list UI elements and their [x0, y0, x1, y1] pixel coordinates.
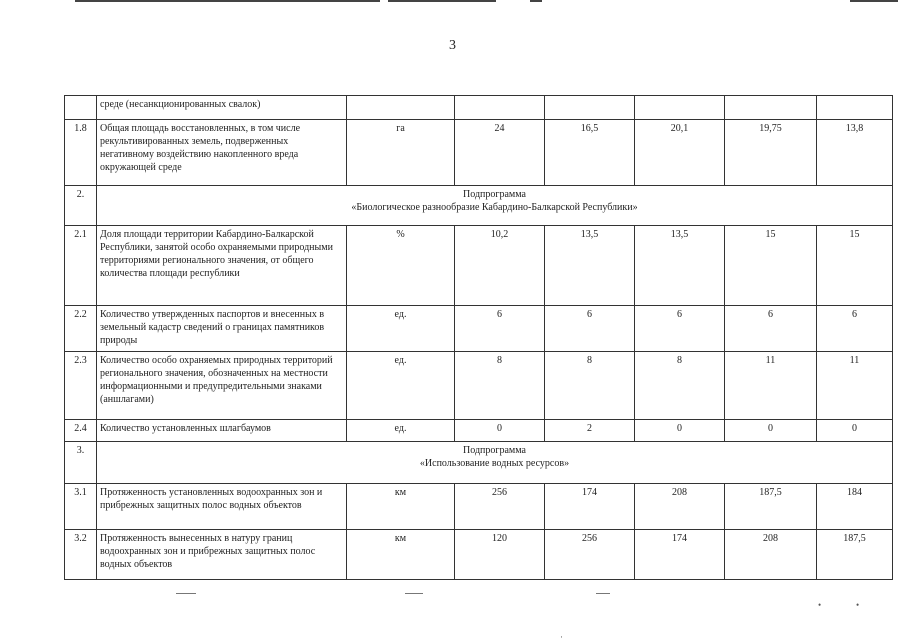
table-row — [65, 420, 893, 442]
table-body — [65, 96, 893, 580]
indicator-name-cell: Общая площадь восстановленных, в том числе рекультивированных земель, подверженных негативному воздействию накопленного вреда окружающей среде — [97, 120, 347, 186]
subprogram-name: «Биологическое разнообразие Кабардино-Балкарской Республики» — [351, 202, 638, 213]
scan-mark — [405, 593, 423, 594]
indicator-name-cell: Количество установленных шлагбаумов — [97, 420, 347, 442]
table-row — [65, 484, 893, 530]
value-cell: 256 — [455, 484, 545, 530]
indicator-name-cell: Доля площади территории Кабардино-Балкарской Республики, занятой особо охраняемыми природными территориями регионального значения, от общего количества площади республики — [97, 226, 347, 306]
row-number-cell: 2.3 — [65, 352, 97, 420]
scan-mark: • — [856, 600, 860, 610]
value-cell: 187,5 — [725, 484, 817, 530]
page-number: 3 — [449, 38, 456, 53]
section-row — [65, 442, 893, 484]
row-number-cell: 2. — [65, 186, 97, 226]
row-number-cell: 3.2 — [65, 530, 97, 580]
indicator-name-cell: среде (несанкционированных свалок) — [97, 96, 347, 120]
value-cell: 120 — [455, 530, 545, 580]
value-cell — [817, 96, 893, 120]
value-cell — [725, 96, 817, 120]
value-cell: 20,1 — [635, 120, 725, 186]
unit-cell: км — [347, 484, 455, 530]
indicator-name-cell: Протяженность вынесенных в натуру границ водоохранных зон и прибрежных защитных полос водных объектов — [97, 530, 347, 580]
scan-mark — [176, 593, 196, 594]
scan-edge-line — [850, 0, 898, 2]
indicator-name-cell: Количество особо охраняемых природных территорий регионального значения, обозначенных на местности информационными и предупредительными знаками (аншлагами) — [97, 352, 347, 420]
value-cell: 11 — [817, 352, 893, 420]
value-cell: 208 — [635, 484, 725, 530]
value-cell: 10,2 — [455, 226, 545, 306]
indicator-name-cell: Протяженность установленных водоохранных зон и прибрежных защитных полос водных объектов — [97, 484, 347, 530]
scan-edge-line — [75, 0, 380, 2]
subprogram-label: Подпрограмма — [463, 445, 526, 456]
section-row — [65, 186, 893, 226]
unit-cell: % — [347, 226, 455, 306]
value-cell: 6 — [635, 306, 725, 352]
row-number-cell: 2.1 — [65, 226, 97, 306]
value-cell: 2 — [545, 420, 635, 442]
value-cell: 0 — [455, 420, 545, 442]
value-cell: 0 — [817, 420, 893, 442]
value-cell: 174 — [635, 530, 725, 580]
value-cell: 256 — [545, 530, 635, 580]
value-cell: 8 — [635, 352, 725, 420]
table-row — [65, 120, 893, 186]
unit-cell: ед. — [347, 352, 455, 420]
value-cell: 208 — [725, 530, 817, 580]
row-number-cell: 3.1 — [65, 484, 97, 530]
value-cell: 8 — [545, 352, 635, 420]
value-cell: 13,5 — [545, 226, 635, 306]
value-cell: 15 — [725, 226, 817, 306]
indicators-table — [64, 95, 893, 580]
value-cell: 0 — [635, 420, 725, 442]
table-row — [65, 306, 893, 352]
value-cell: 6 — [817, 306, 893, 352]
value-cell: 174 — [545, 484, 635, 530]
scan-edge-line — [530, 0, 542, 2]
row-number-cell — [65, 96, 97, 120]
value-cell: 6 — [455, 306, 545, 352]
row-number-cell: 2.2 — [65, 306, 97, 352]
scan-mark: · — [560, 632, 563, 642]
value-cell — [455, 96, 545, 120]
table-row — [65, 530, 893, 580]
subprogram-title-cell — [97, 442, 893, 484]
scan-mark — [596, 593, 610, 594]
unit-cell — [347, 96, 455, 120]
value-cell: 13,5 — [635, 226, 725, 306]
subprogram-name: «Использование водных ресурсов» — [419, 458, 570, 469]
table-row — [65, 226, 893, 306]
indicator-name-cell: Количество утвержденных паспортов и внесенных в земельный кадастр сведений о границах памятников природы — [97, 306, 347, 352]
row-number-cell: 3. — [65, 442, 97, 484]
value-cell: 6 — [545, 306, 635, 352]
value-cell: 8 — [455, 352, 545, 420]
unit-cell: км — [347, 530, 455, 580]
value-cell: 13,8 — [817, 120, 893, 186]
value-cell: 6 — [725, 306, 817, 352]
value-cell — [635, 96, 725, 120]
value-cell: 24 — [455, 120, 545, 186]
value-cell: 19,75 — [725, 120, 817, 186]
value-cell: 11 — [725, 352, 817, 420]
unit-cell: га — [347, 120, 455, 186]
subprogram-title-cell — [97, 186, 893, 226]
value-cell — [545, 96, 635, 120]
scan-edge-line — [388, 0, 496, 2]
subprogram-label: Подпрограмма — [463, 189, 526, 200]
value-cell: 0 — [725, 420, 817, 442]
value-cell: 16,5 — [545, 120, 635, 186]
scan-mark: • — [818, 600, 822, 610]
row-number-cell: 1.8 — [65, 120, 97, 186]
value-cell: 184 — [817, 484, 893, 530]
unit-cell: ед. — [347, 306, 455, 352]
table-row — [65, 96, 893, 120]
table-row — [65, 352, 893, 420]
value-cell: 15 — [817, 226, 893, 306]
row-number-cell: 2.4 — [65, 420, 97, 442]
value-cell: 187,5 — [817, 530, 893, 580]
unit-cell: ед. — [347, 420, 455, 442]
